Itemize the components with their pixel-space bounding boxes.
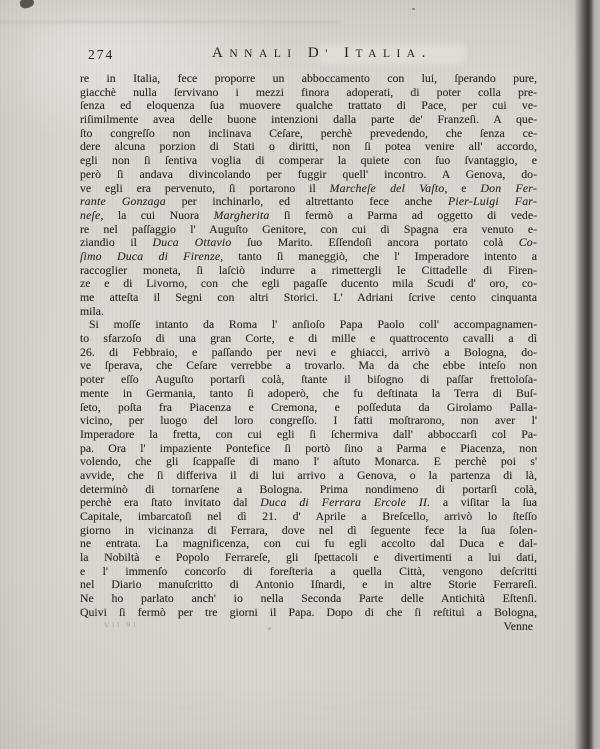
- paper-crease: [0, 21, 340, 23]
- text-line: [80, 99, 537, 113]
- running-title-segment: ': [325, 48, 334, 60]
- text-line: [80, 606, 537, 620]
- text-line: [80, 209, 537, 223]
- roman-text: ze e di Livorno, con che egli pagaſſe ducento mila Scudi d' oro, co-: [80, 276, 537, 291]
- running-title-segment: I: [333, 45, 356, 61]
- roman-text: vicino, per luogo del loro congreſſo. I fatti moſtrarono, non aver l': [80, 413, 537, 428]
- text-line: [80, 72, 537, 86]
- roman-text: riſimilmente avea delle buone intenzioni dalla parte de' Franzeſi. A que-: [80, 112, 537, 127]
- running-title-segment: A: [212, 45, 230, 61]
- text-line: [80, 236, 537, 250]
- roman-text: ſi fermò a Parma ad oggetto di vede-: [269, 207, 537, 222]
- roman-text: ziandio il: [80, 235, 153, 250]
- text-line: [80, 524, 537, 538]
- running-title-segment: NNALI: [229, 48, 298, 60]
- ink-speck: [412, 8, 415, 10]
- italic-text: neſe: [80, 207, 101, 222]
- text-line: [80, 332, 537, 346]
- roman-text: determinò di tornarſene a Bologna. Prima nondimeno di portarſi colà,: [80, 481, 537, 496]
- roman-text: ve ſperava, che Ceſare verrebbe a trovarlo. Ma da che ebbe inteſo non: [80, 358, 537, 373]
- roman-text: re in Italia, fece proporre un abboccamento con lui, ſperando pure,: [80, 71, 537, 85]
- roman-text: giorno in vicinanza di Ferrara, dove nel dì ſeguente fece la ſua ſolen-: [80, 522, 537, 537]
- roman-text: nel Diario manuſcritto di Antonio Iſnardi, e in altre Storie Ferrareſi.: [80, 577, 537, 592]
- text-line: [80, 318, 537, 332]
- roman-text: giacchè nulla ſervivano i mezzi finora adoperati, di poter colla pre-: [80, 84, 537, 99]
- roman-text: Capitale, imbarcatoſi nel dì 21. d' Aprile a Breſcello, arrivò lo ſteſſo: [80, 509, 537, 523]
- ink-blot: [19, 0, 35, 10]
- running-title: [212, 44, 432, 62]
- text-line: [80, 223, 537, 237]
- roman-text: ve egli era pervenuto, ſi portarono il: [80, 180, 330, 195]
- text-line: [80, 592, 537, 606]
- roman-text: ſto congreſſo non inclinava Ceſare, perchè prevedendo, che ſenza ce-: [80, 125, 537, 140]
- roman-text: , tanto ſi maneggiò, che l' Imperadore intento a: [220, 248, 537, 263]
- roman-text: perchè era ſtato invitato dal: [80, 495, 261, 510]
- text-line: [80, 291, 537, 305]
- running-title-segment: .: [421, 45, 432, 61]
- italic-text: rante Gonzaga: [80, 194, 166, 209]
- roman-text: poter eſſo Auguſto portarſi colà, ſtante il biſogno di paſſar frettoloſa-: [80, 372, 537, 387]
- text-line: [80, 264, 537, 278]
- text-line: [80, 250, 537, 264]
- italic-text: Duca di Ferrara Ercole II.: [260, 495, 431, 510]
- roman-text: avvide, che ſi differiva il di lui arrivo a Genova, o la partenza di là,: [80, 467, 537, 482]
- running-title-segment: TALIA: [355, 48, 422, 60]
- roman-text: Quivi ſi fermò per tre giorni il Papa. Dopo di che ſi reſtituì a Bologna,: [80, 604, 537, 619]
- italic-text: ſimo Duca di Firenze: [80, 248, 221, 263]
- text-line: [80, 359, 537, 373]
- text-line: [80, 113, 537, 127]
- text-line: [80, 455, 537, 469]
- roman-text: egli non ſi ſentiva voglia di comperar la quiete con ſuo ſvantaggio, e: [80, 153, 537, 168]
- italic-text: Pier-Luigi Far-: [447, 194, 537, 209]
- text-line: [80, 127, 537, 141]
- text-line: [80, 401, 537, 415]
- roman-text: dere alcuna porzion di Stati o diritti, non ſi potea venire all' accordo,: [80, 139, 537, 154]
- italic-text: Marcheſe del Vaſto: [329, 180, 445, 195]
- text-line: [80, 182, 537, 196]
- text-line: [80, 578, 537, 592]
- roman-text: 26. di Febbraio, e paſſando per nevi e ghiacci, arrivò a Bologna, do-: [80, 344, 537, 359]
- roman-text: la Nobiltà e Popolo Ferrareſe, gli ſpettacoli e divertimenti a lui dati,: [80, 550, 537, 565]
- roman-text: Si moſſe intanto da Roma l' anſioſo Papa Paolo coll' accompagnamen-: [89, 317, 537, 332]
- roman-text: ſeto, poſta fra Piacenza e Cremona, e poſſeduta da Girolamo Palla-: [80, 399, 537, 414]
- roman-text: e l' immenſo concorſo di foreſteria a quella Città, vengono deſcritti: [80, 563, 537, 578]
- text-line: [80, 305, 537, 319]
- text-line: [80, 86, 537, 100]
- roman-text: però ſi andava divincolando per fuggir quell' incontro. A Genova, do-: [80, 166, 537, 181]
- roman-text: Imperadore la fretta, con cui egli ſi ſchermiva dall' abboccarſi col Pa-: [80, 426, 537, 441]
- pencil-annotation: VII 91: [103, 619, 139, 630]
- text-line: [80, 510, 537, 524]
- text-line: [80, 414, 537, 428]
- catchword: Venne: [503, 618, 533, 633]
- text-line: [80, 428, 537, 442]
- text-line: [80, 277, 537, 291]
- text-line: [80, 154, 537, 168]
- roman-text: Ne ho parlato anch' io nella Seconda Parte delle Antichità Eſtenſi.: [80, 591, 537, 606]
- roman-text: per inchinarlo, ed altrettanto fece anche: [165, 194, 448, 209]
- text-block: [80, 72, 537, 633]
- roman-text: ſenza ed eloquenza ſua muovere qualche trattato di Pace, per cui ve-: [80, 98, 537, 113]
- roman-text: ne entrata. La magnificenza, con cui fu egli accolto dal Duca e dal-: [80, 536, 537, 551]
- roman-text: to sfarzoſo di una gran Corte, e di mille e quattrocento cavalli a dì: [80, 331, 537, 346]
- text-line: [80, 195, 537, 209]
- text-line: [80, 373, 537, 387]
- text-line: [80, 551, 537, 565]
- text-line: [80, 469, 537, 483]
- page-edge-shadow: [574, 0, 600, 749]
- roman-text: ſuo Marito. Eſſendoſi ancora portato colà: [231, 235, 519, 250]
- italic-text: Margherita: [213, 207, 270, 222]
- text-line: [80, 537, 537, 551]
- roman-text: a viſitar la ſua: [430, 495, 537, 510]
- running-title-segment: D: [297, 45, 326, 61]
- roman-text: mente in Germania, tanto ſi adoperò, che fu deſtinata la Terra di Buſ-: [80, 385, 537, 400]
- roman-text: pa. Ora l' impaziente Pontefice ſi portò ſino a Parma e Piacenza, non: [80, 440, 537, 455]
- page-number: 274: [88, 47, 115, 62]
- text-line: [80, 496, 537, 510]
- roman-text: volendo, che gli ſcappaſſe di mano l' aſtuto Monarca. E perchè poi s': [80, 454, 537, 469]
- text-line: [80, 168, 537, 182]
- text-line: [80, 346, 537, 360]
- roman-text: , la cui Nuora: [100, 207, 214, 222]
- italic-text: Don Fer-: [480, 180, 537, 195]
- text-line: [80, 565, 537, 579]
- roman-text: raccoglier moneta, ſi laſciò indurre a rimettergli le Cittadelle di Firen-: [80, 262, 537, 277]
- roman-text: mila.: [80, 303, 104, 318]
- text-line: [80, 140, 537, 154]
- roman-text: re nel paſſaggio l' Auguſto Genitore, con cui di Spagna era venuto e-: [80, 221, 537, 236]
- page-header: [80, 44, 537, 66]
- italic-text: Co-: [518, 235, 537, 250]
- text-line: [80, 483, 537, 497]
- text-line: [80, 442, 537, 456]
- italic-text: Duca Ottavio: [152, 235, 232, 250]
- roman-text: me atteſta il Segni con altri Storici. L' Adriani ſcrive cento cinquanta: [80, 290, 537, 304]
- roman-text: , e: [444, 180, 481, 195]
- text-line: [80, 387, 537, 401]
